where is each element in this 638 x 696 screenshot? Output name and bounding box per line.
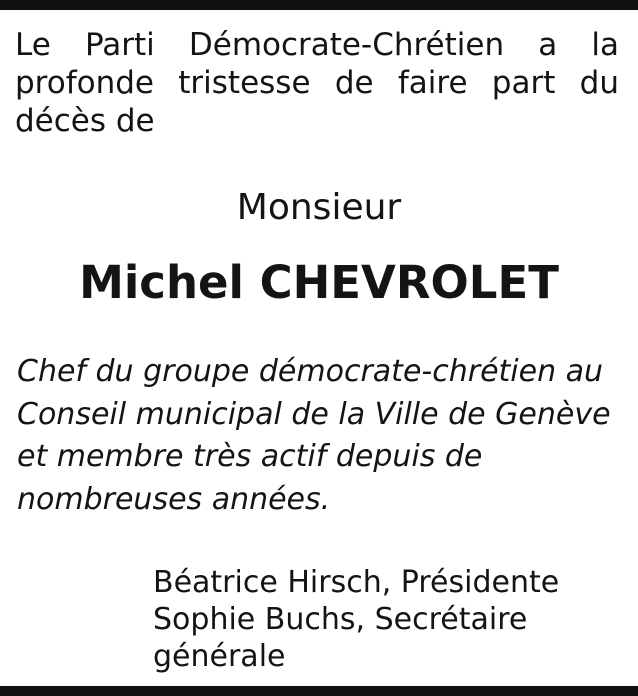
top-border-rule	[0, 0, 638, 10]
role-line-2: Conseil municipal de la Ville de Genève	[17, 396, 611, 432]
signatory-1: Béatrice Hirsch, Présidente	[153, 565, 560, 600]
bottom-border-rule	[0, 686, 638, 696]
deceased-name: Michel CHEVROLET	[79, 256, 559, 309]
role-line-1: Chef du groupe démocrate-chrétien au	[17, 354, 604, 389]
honorific: Monsieur	[236, 187, 402, 228]
intro-paragraph	[15, 26, 619, 140]
role-line-4: nombreuses années.	[17, 481, 331, 517]
role-description	[17, 351, 627, 521]
signatories-block	[153, 564, 623, 675]
intro-line-2: profonde tristesse de faire part du	[15, 65, 619, 101]
intro-line-1: Le Parti Démocrate-Chrétien a la	[15, 27, 619, 63]
signatory-2-continued: générale	[153, 639, 286, 674]
role-line-3: et membre très actif depuis de	[17, 439, 483, 474]
signatory-2: Sophie Buchs, Secrétaire	[153, 602, 528, 637]
intro-line-3: décès de	[15, 103, 155, 139]
